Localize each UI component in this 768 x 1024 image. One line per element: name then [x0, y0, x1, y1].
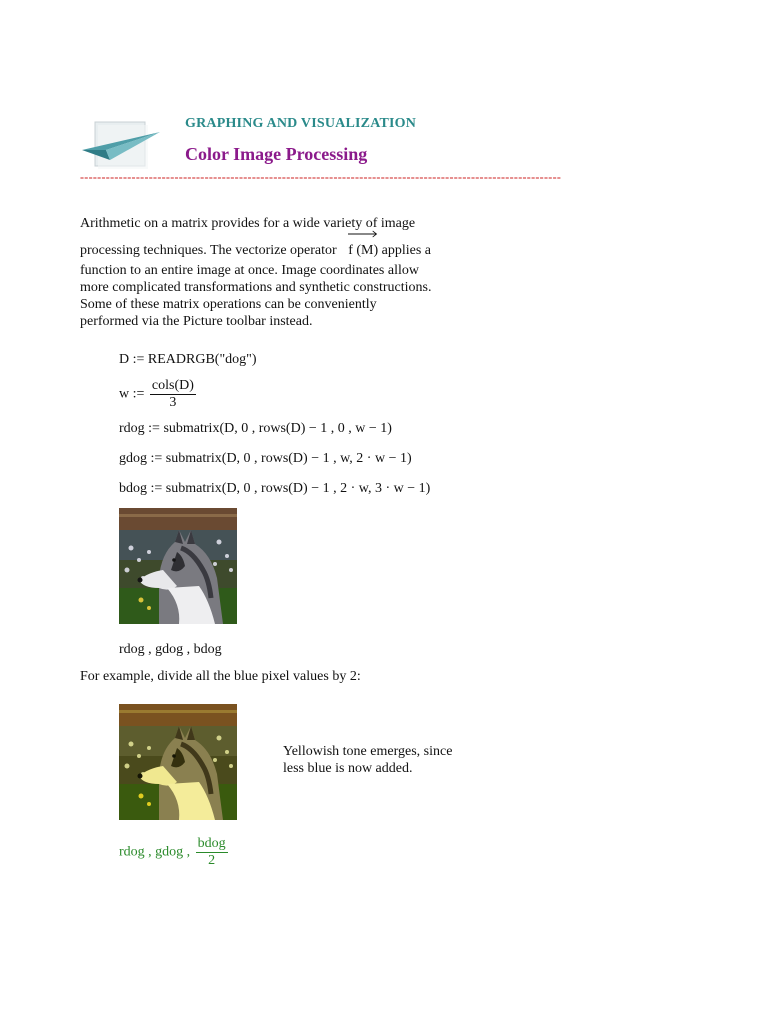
page-title: Color Image Processing [185, 144, 368, 164]
w-fraction [150, 378, 196, 411]
read-rgb-expression: D := READRGB("dog") [119, 352, 257, 367]
section-label: GRAPHING AND VISUALIZATION [185, 116, 417, 131]
w-numerator: cols(D) [151, 378, 194, 393]
blue-halved-fraction [196, 836, 228, 869]
intro-line-6: performed via the Picture toolbar instead. [80, 314, 313, 329]
intro-line-2-post: applies a [381, 243, 432, 258]
w-definition [119, 378, 198, 411]
vector-arrow-icon [348, 229, 378, 239]
intro-line-4: more complicated transformations and synthetic constructions. [80, 280, 432, 295]
note-line-2: less blue is now added. [283, 761, 413, 776]
rdog-definition: rdog := submatrix(D, 0 , rows(D) − 1 , 0 , w − 1) [119, 421, 392, 436]
dog-image-original [119, 508, 237, 624]
paper-airplane-icon [80, 120, 162, 170]
intro-line-1: Arithmetic on a matrix provides for a wide variety of image [80, 216, 416, 231]
w-denominator: 3 [169, 395, 177, 410]
gdog-definition: gdog := submatrix(D, 0 , rows(D) − 1 , w, 2 · w − 1) [119, 451, 412, 466]
bdog-definition: bdog := submatrix(D, 0 , rows(D) − 1 , 2 · w, 3 · w − 1) [119, 481, 431, 496]
blue-halved-denominator: 2 [208, 853, 216, 868]
vectorize-expression-text: f (M) [348, 243, 379, 258]
vectorize-expression [348, 242, 378, 259]
intro-line-3: function to an entire image at once. Image coordinates allow [80, 263, 419, 278]
image2-caption-pre: rdog , gdog , [119, 844, 191, 860]
blue-halved-numerator: bdog [197, 836, 226, 851]
note-line-1: Yellowish tone emerges, since [283, 744, 453, 759]
divider: ---------------------------------------------------------------------------------------------------------------- [80, 170, 562, 184]
image1-caption: rdog , gdog , bdog [119, 642, 222, 657]
image2-caption [119, 836, 230, 869]
dog-image-yellowish [119, 704, 237, 820]
intro-line-2-pre: processing techniques. The vectorize operator [80, 243, 337, 258]
intro-line-2 [80, 242, 431, 259]
intro-line-5: Some of these matrix operations can be conveniently [80, 297, 377, 312]
w-lhs: w := [119, 386, 145, 402]
example-text: For example, divide all the blue pixel values by 2: [80, 669, 361, 684]
